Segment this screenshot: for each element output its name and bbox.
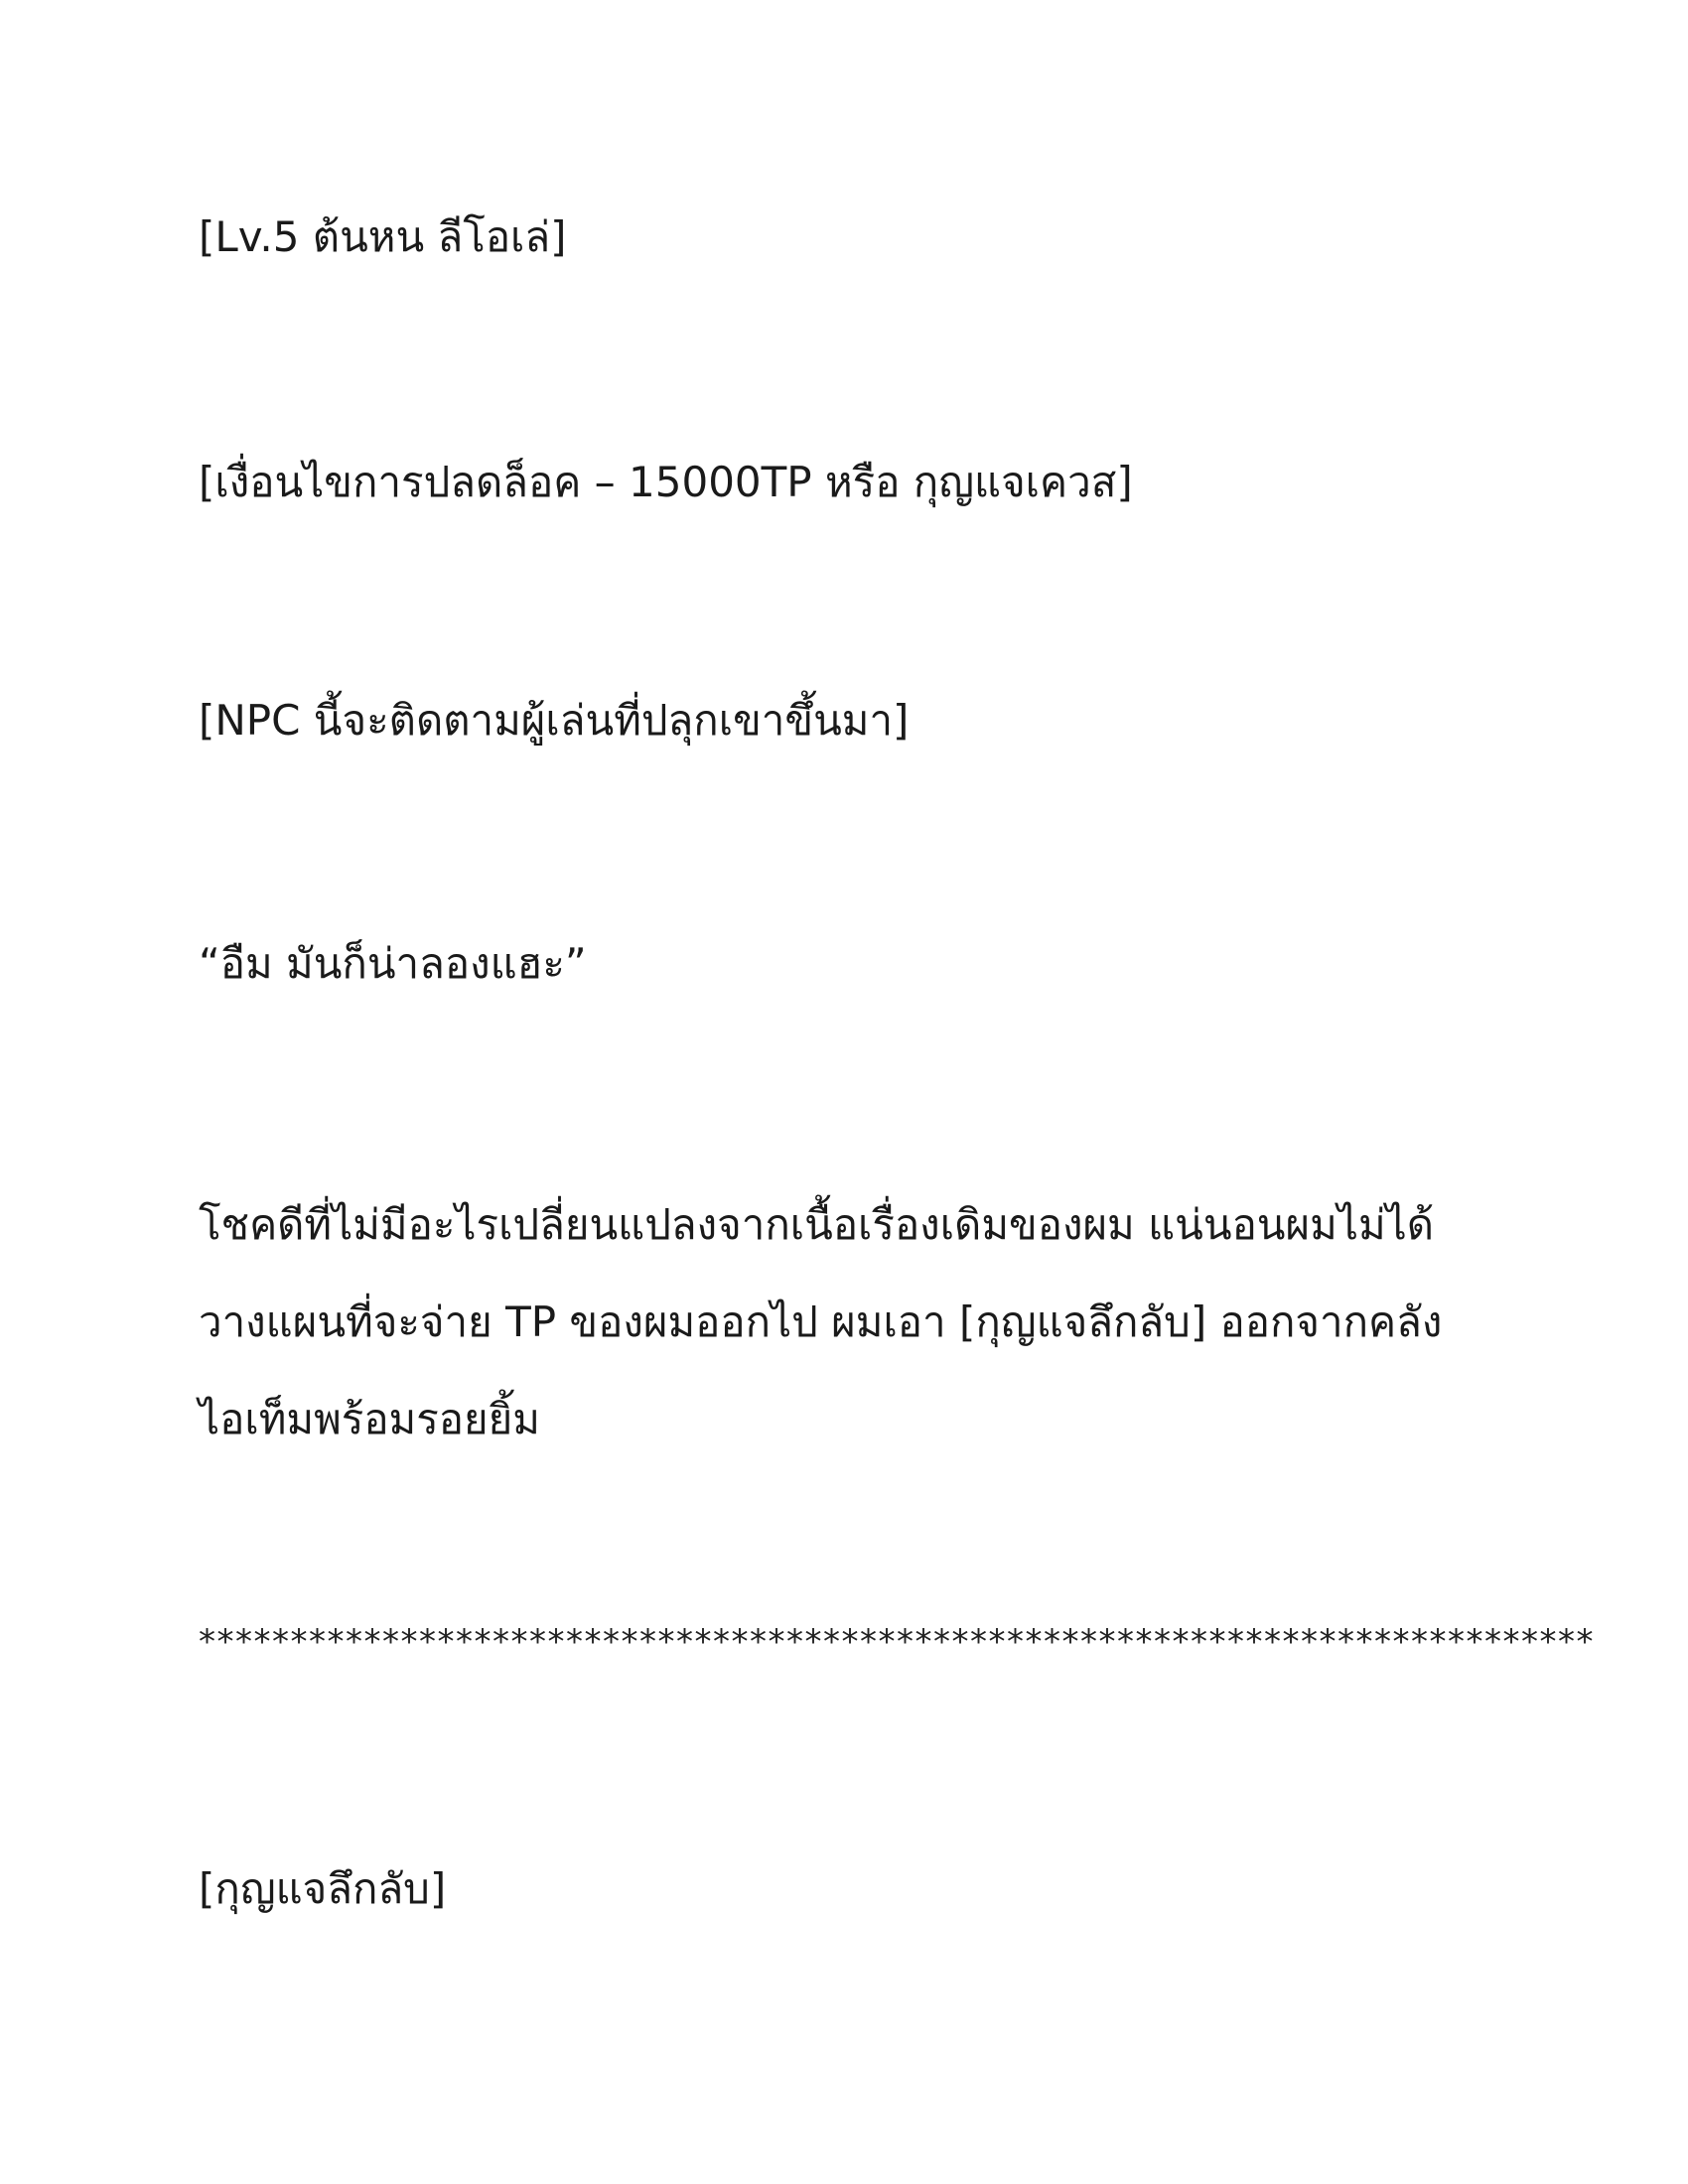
narration-line-3: ไอเท็มพร้อมรอยยิ้ม [199, 1395, 540, 1443]
unlock-condition-line: [เงื่อนไขการปลดล็อค – 15000TP หรือ กุญแจเควส] [199, 458, 1133, 506]
narration-paragraph [199, 1176, 1489, 1468]
scene-separator: **************************************************************************** [199, 1622, 1595, 1662]
npc-follow-line: [NPC นี้จะติดตามผู้เล่นที่ปลุกเขาขึ้นมา] [199, 696, 910, 745]
narration-line-1: โชคดีที่ไม่มีอะไรเปลี่ยนแปลงจากเนื้อเรื่องเดิมของผม แน่นอนผมไม่ได้ [199, 1200, 1435, 1249]
item-title-line: [กุญแจลึกลับ] [199, 1864, 447, 1913]
dialogue-line: “อืม มันก็น่าลองแฮะ” [199, 939, 587, 988]
npc-title-line: [Lv.5 ต้นหน ลีโอเล่] [199, 212, 567, 261]
narration-line-2: วางแผนที่จะจ่าย TP ของผมออกไป ผมเอา [กุญแจลึกลับ] ออกจากคลัง [199, 1297, 1443, 1346]
